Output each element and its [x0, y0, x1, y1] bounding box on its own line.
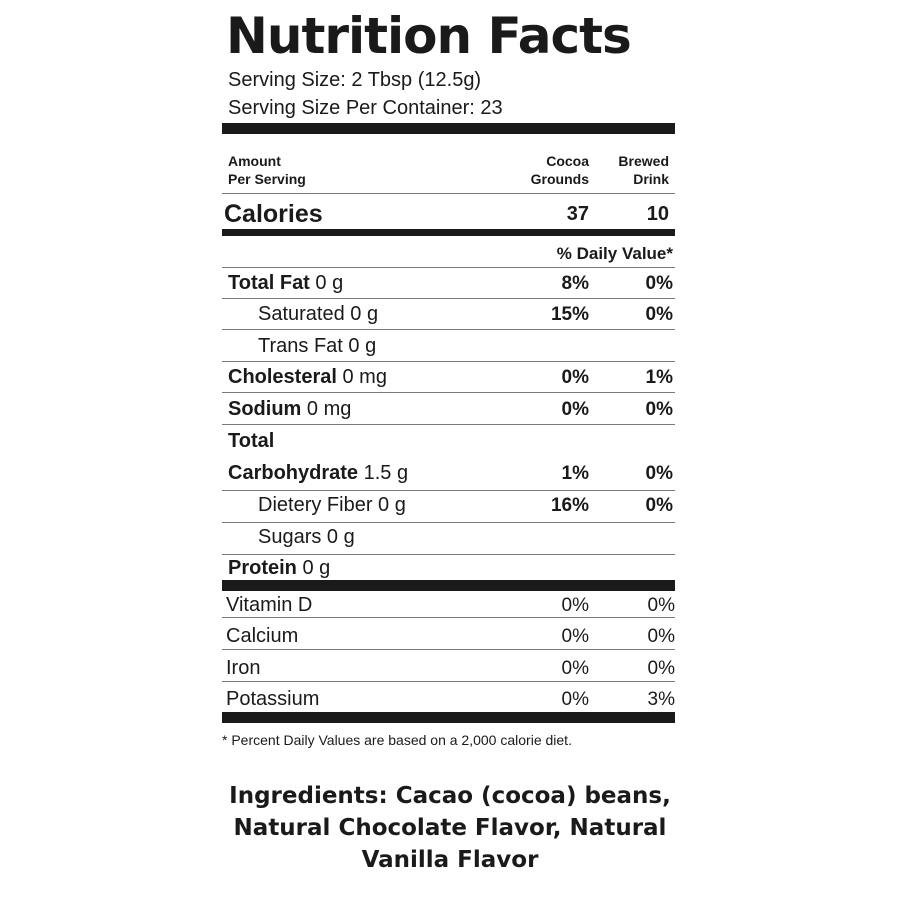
nutrient-row-sugars: Sugars 0 g [258, 526, 355, 548]
calories-label: Calories [224, 200, 323, 228]
nutrient-row-carbohydrate: Carbohydrate 1.5 g 1% 0% [228, 462, 673, 484]
daily-value-header: % Daily Value* [556, 244, 673, 263]
nutrient-row-saturated: Saturated 0 g 15% 0% [258, 303, 673, 325]
nutrient-row-total: Total [228, 430, 275, 452]
daily-value-footnote: * Percent Daily Values are based on a 2,000 calorie diet. [222, 732, 572, 748]
thick-divider [222, 123, 675, 134]
divider [222, 392, 675, 393]
divider [222, 617, 675, 618]
vitamin-row-iron: Iron 0% 0% [226, 657, 675, 679]
divider [222, 681, 675, 682]
divider [222, 649, 675, 650]
nutrient-row-total-fat: Total Fat 0 g 8% 0% [228, 272, 673, 294]
nutrient-row-trans-fat: Trans Fat 0 g [258, 335, 377, 357]
divider [222, 424, 675, 425]
medium-divider [222, 229, 675, 236]
vitamin-row-potassium: Potassium 0% 3% [226, 688, 675, 710]
nutrient-row-cholesteral: Cholesteral 0 mg 0% 1% [228, 366, 673, 388]
thick-divider [222, 712, 675, 723]
column-header-cocoa-grounds: Cocoa Grounds [530, 153, 589, 187]
divider [222, 329, 675, 330]
column-header-brewed-drink: Brewed Drink [618, 153, 669, 187]
vitamin-row-calcium: Calcium 0% 0% [226, 625, 675, 647]
ingredients-statement: Ingredients: Cacao (cocoa) beans, Natural Chocolate Flavor, Natural Vanilla Flavor [229, 783, 671, 873]
calories-value-cocoa: 37 [566, 203, 589, 225]
nutrient-row-dietery-fiber: Dietery Fiber 0 g 16% 0% [258, 494, 673, 516]
vitamin-row-vitamin-d: Vitamin D 0% 0% [226, 594, 675, 616]
nutrient-row-protein: Protein 0 g [228, 557, 331, 579]
serving-size: Serving Size: 2 Tbsp (12.5g) [228, 69, 482, 91]
servings-per-container: Serving Size Per Container: 23 [228, 97, 503, 119]
calories-value-brewed: 10 [646, 203, 669, 225]
divider [222, 193, 675, 194]
label-title: Nutrition Facts [226, 7, 631, 65]
amount-per-serving-header: Amount Per Serving [228, 153, 306, 187]
nutrient-row-sodium: Sodium 0 mg 0% 0% [228, 398, 673, 420]
